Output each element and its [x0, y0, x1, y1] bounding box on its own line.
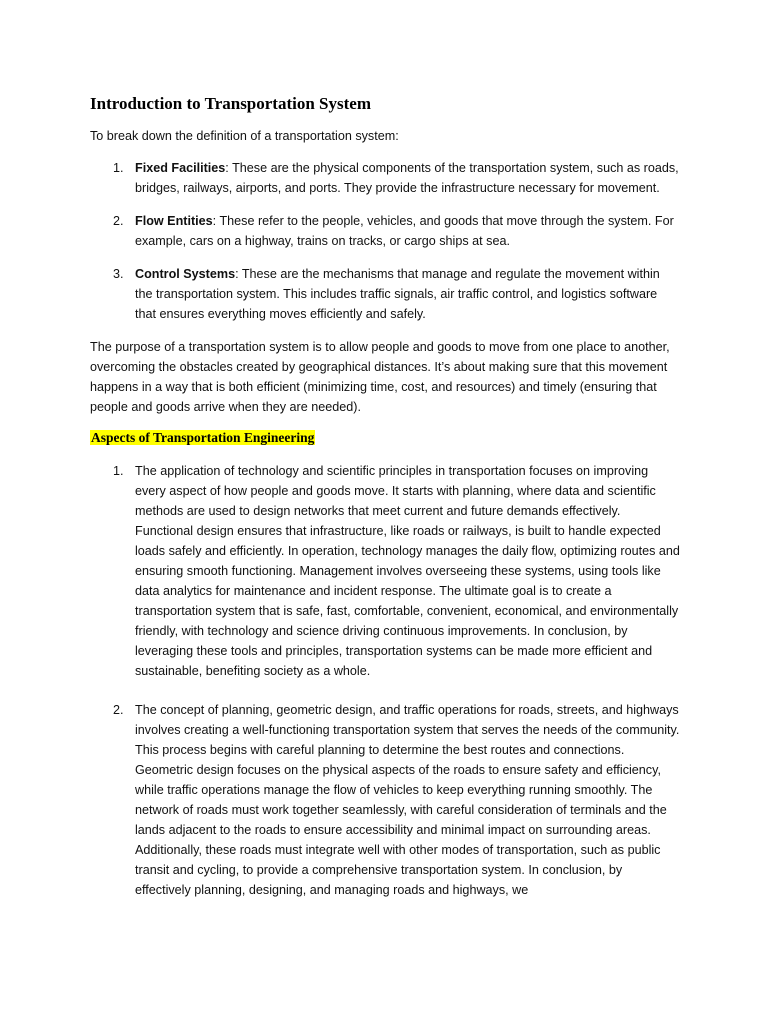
list-text: : These refer to the people, vehicles, and goods that move through the system. For example, cars on a highway, trains on tracks, or cargo ships at sea. [135, 214, 674, 248]
list-number: 3. [113, 267, 124, 281]
list-item [90, 158, 680, 198]
document-title: Introduction to Transportation System [90, 94, 371, 113]
aspects-list [90, 461, 680, 919]
list-item [90, 461, 680, 681]
list-number: 1. [113, 464, 124, 478]
list-text: The application of technology and scientific principles in transportation focuses on improving every aspect of how people and goods move. It starts with planning, where data and scientific methods are used to design networks that meet current and future demands effectively. Functional design ensures that infrastructure, like roads or railways, is built to handle expected loads safely and efficiently. In operation, technology manages the daily flow, optimizing routes and ensuring smooth functioning. Management involves overseeing these systems, using tools like data analytics for maintenance and incident response. The ultimate goal is to create a transportation system that is safe, fast, comfortable, convenient, economical, and environmentally friendly, with technology and science driving continuous improvements. In conclusion, by leveraging these tools and principles, transportation systems can be made more efficient and sustainable, benefiting society as a whole. [135, 464, 680, 678]
list-item [90, 264, 680, 324]
list-text: The concept of planning, geometric design, and traffic operations for roads, streets, and highways involves creating a well-functioning transportation system that serves the needs of the community. This process begins with careful planning to determine the best routes and connections. Geometric design focuses on the physical aspects of the roads to ensure safety and efficiency, while traffic operations manage the flow of vehicles to keep everything running smoothly. The network of roads must work together seamlessly, with careful consideration of terminals and the lands adjacent to the roads to ensure accessibility and minimal impact on surrounding areas. Additionally, these roads must integrate well with other modes of transportation, such as public transit and cycling, to provide a comprehensive transportation system. In conclusion, by effectively planning, designing, and managing roads and highways, we [135, 703, 680, 897]
highlighted-heading-text: Aspects of Transportation Engineering [91, 430, 315, 445]
list-term: Control Systems [135, 267, 236, 281]
list-number: 1. [113, 161, 124, 175]
list-number: 2. [113, 214, 124, 228]
list-item [90, 211, 680, 251]
section-heading [90, 430, 315, 446]
list-term: Flow Entities [135, 214, 213, 228]
list-number: 2. [113, 703, 124, 717]
purpose-paragraph: The purpose of a transportation system is to allow people and goods to move from one place to another, overcoming the obstacles created by geographical distances. It’s about making sure that this movement happens in a way that is both efficient (minimizing time, cost, and resources) and timely (ensuring that people and goods arrive when they are needed). [90, 340, 670, 414]
definition-list [90, 158, 680, 337]
list-item [90, 700, 680, 900]
list-text: : These are the physical components of the transportation system, such as roads, bridges, railways, airports, and ports. They provide the infrastructure necessary for movement. [135, 161, 679, 195]
intro-text: To break down the definition of a transportation system: [90, 129, 399, 143]
list-term: Fixed Facilities [135, 161, 226, 175]
list-text: : These are the mechanisms that manage and regulate the movement within the transportation system. This includes traffic signals, air traffic control, and logistics software that ensures everything moves efficiently and safely. [135, 267, 660, 321]
